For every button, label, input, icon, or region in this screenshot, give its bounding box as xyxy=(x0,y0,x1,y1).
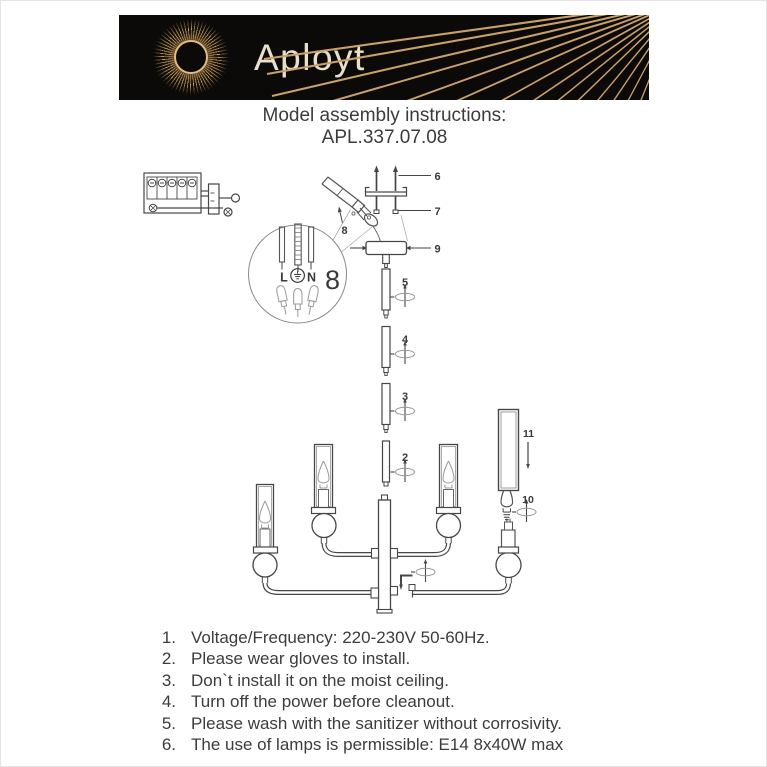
callout-5: 5 xyxy=(401,277,409,289)
brand-banner xyxy=(119,15,649,100)
instruction-number: 4. xyxy=(161,692,176,712)
page-title: Model assembly instructions: xyxy=(262,105,507,126)
wiring-detail-circle xyxy=(249,210,373,324)
chandelier-body xyxy=(253,410,521,614)
arm-lower-right-exploded xyxy=(409,519,521,598)
model-number: APL.337.07.08 xyxy=(321,127,448,148)
screw-rotation-icon xyxy=(411,559,435,582)
instruction-item xyxy=(149,691,563,712)
callout-11: 11 xyxy=(522,428,535,440)
arm-lower-left xyxy=(253,485,371,593)
instruction-item xyxy=(149,627,563,648)
downrods xyxy=(382,269,390,486)
instruction-item xyxy=(149,713,563,734)
instruction-item xyxy=(149,734,563,755)
instruction-text: Voltage/Frequency: 220-230V 50-60Hz. xyxy=(191,628,490,647)
instruction-number: 2. xyxy=(161,649,176,669)
wiring-terminal-block xyxy=(144,173,240,216)
instruction-number: 6. xyxy=(161,735,176,755)
callout-8: 8 xyxy=(341,225,348,237)
assembly-diagram xyxy=(131,151,576,629)
neutral-label: N xyxy=(306,270,317,285)
callout-7: 7 xyxy=(434,206,441,218)
downrod-2 xyxy=(383,441,390,486)
detail-step-number: 8 xyxy=(324,265,341,295)
callout-6: 6 xyxy=(434,171,441,183)
instruction-text: Don`t install it on the moist ceiling. xyxy=(191,670,449,690)
instruction-item xyxy=(149,670,563,691)
instruction-text: Turn off the power before cleanout. xyxy=(191,692,455,712)
callout-2: 2 xyxy=(401,452,409,464)
instruction-text: Please wash with the sanitizer without corrosivity. xyxy=(191,713,563,733)
live-label: L xyxy=(280,270,288,285)
callout-10: 10 xyxy=(522,494,534,506)
arm-upper-left xyxy=(312,445,373,555)
downrod-4 xyxy=(382,327,390,376)
instruction-number: 1. xyxy=(161,628,176,647)
title-block xyxy=(1,105,767,149)
rays-decoration-icon xyxy=(119,15,649,100)
instruction-number: 5. xyxy=(161,713,176,733)
callout-4: 4 xyxy=(401,334,409,346)
instruction-item xyxy=(149,648,563,669)
callout-3: 3 xyxy=(401,391,409,403)
instruction-text: The use of lamps is permissible: E14 8x40W max xyxy=(191,735,564,755)
glass-shade-exploded xyxy=(499,410,519,491)
callout-8-leader xyxy=(338,207,343,224)
downrod-3 xyxy=(382,384,390,433)
brand-name: Aployt xyxy=(254,37,366,78)
canopy xyxy=(350,242,431,268)
instruction-number: 3. xyxy=(161,670,176,690)
insert-direction-arrow-icon xyxy=(526,442,530,469)
instruction-text: Please wear gloves to install. xyxy=(191,649,411,669)
downrod-5 xyxy=(382,269,390,318)
callout-9: 9 xyxy=(434,243,441,256)
instructions-list xyxy=(149,627,563,755)
ceiling-mount xyxy=(366,166,432,214)
